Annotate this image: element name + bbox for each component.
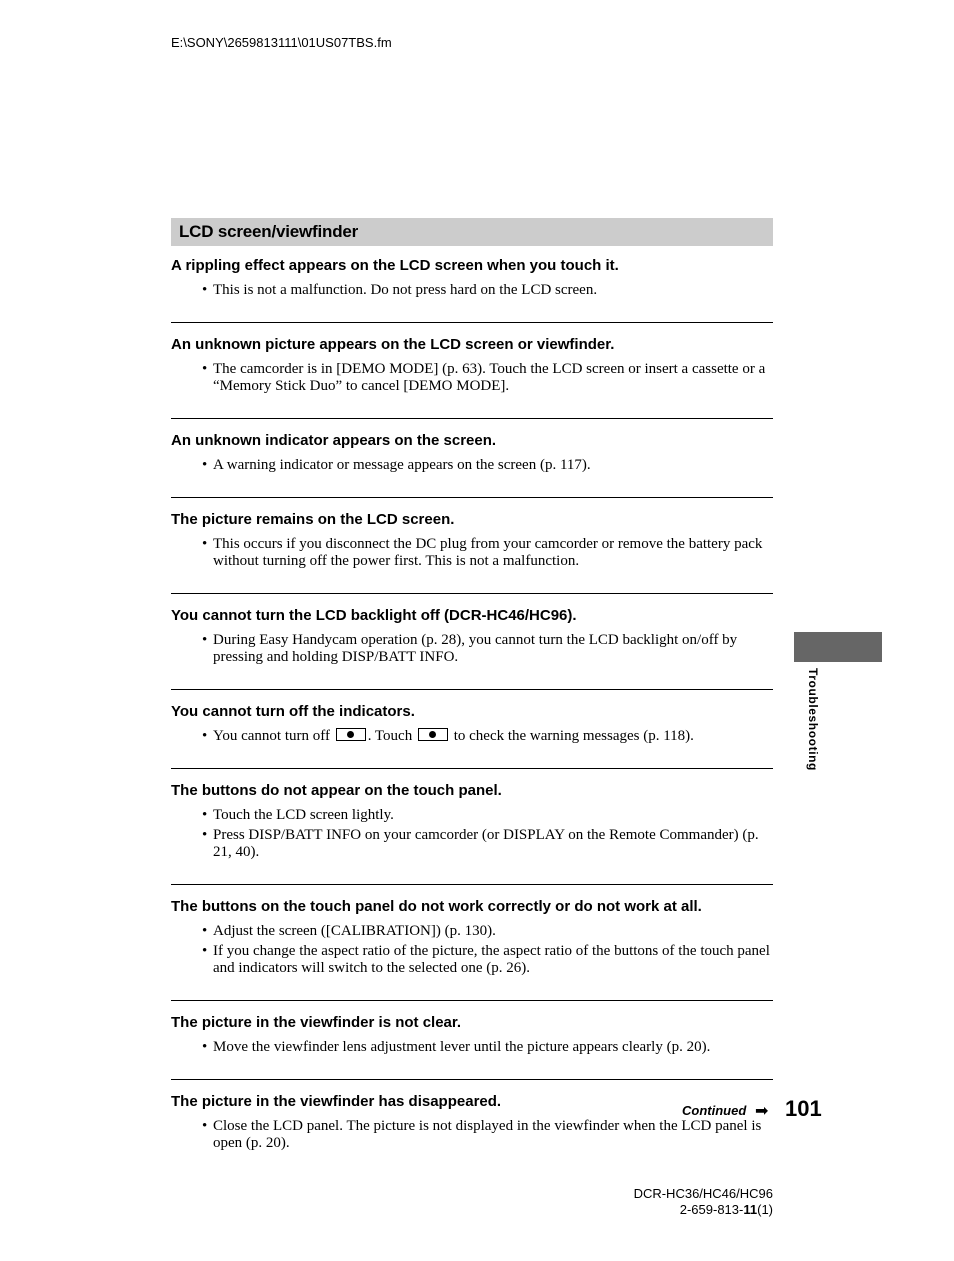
entry-heading: You cannot turn off the indicators.: [171, 703, 415, 720]
bullet-item: • Touch the LCD screen lightly.: [171, 807, 773, 824]
bullet-item: • The camcorder is in [DEMO MODE] (p. 63). Touch the LCD screen or insert a cassette or a “Memory Stick Duo” to cancel [DEMO MODE].: [171, 361, 773, 395]
code-prefix: 2-659-813-: [679, 1202, 744, 1217]
page-number: 101: [785, 1096, 822, 1121]
entry-picture-remains: [171, 497, 773, 593]
code-suffix: (1): [757, 1202, 773, 1217]
bullet-item: • Move the viewfinder lens adjustment lever until the picture appears clearly (p. 20).: [171, 1039, 773, 1056]
bullet-item: [171, 728, 773, 745]
bullet-text: You cannot turn off: [213, 728, 334, 744]
entry-unknown-indicator: [171, 418, 773, 497]
entry-viewfinder-unclear: [171, 1000, 773, 1079]
entry-heading: The buttons on the touch panel do not work correctly or do not work at all.: [171, 898, 702, 915]
model-number: DCR-HC36/HC46/HC96: [633, 1186, 773, 1201]
bullet-list: [171, 923, 773, 977]
bullet-list: [171, 728, 773, 745]
entry-buttons-not-appear: [171, 768, 773, 884]
bullet-item: • A warning indicator or message appears on the screen (p. 117).: [171, 457, 773, 474]
entry-viewfinder-disappeared: [171, 1079, 773, 1175]
bullet-list: [171, 632, 773, 666]
entry-buttons-not-work: [171, 884, 773, 1000]
entry-heading: The picture remains on the LCD screen.: [171, 511, 455, 528]
bullet-list: [171, 1039, 773, 1056]
bullet-item: • This occurs if you disconnect the DC plug from your camcorder or remove the battery pack without turning off the power first. This is not a malfunction.: [171, 536, 773, 570]
info-button-icon: [418, 728, 448, 741]
section-title: LCD screen/viewfinder: [171, 218, 773, 246]
bullet-item: • Adjust the screen ([CALIBRATION]) (p. 130).: [171, 923, 773, 940]
entry-rippling: [171, 256, 773, 322]
entry-heading: The picture in the viewfinder is not clear.: [171, 1014, 462, 1031]
entry-heading: You cannot turn the LCD backlight off (DCR-HC46/HC96).: [171, 607, 577, 624]
model-info: [634, 1186, 773, 1218]
code-bold: 11: [743, 1202, 758, 1217]
bullet-text: to check the warning messages (p. 118).: [449, 728, 694, 744]
troubleshooting-list: [171, 256, 773, 1175]
entry-heading: The picture in the viewfinder has disappeared.: [171, 1093, 502, 1110]
bullet-list: [171, 361, 773, 395]
bullet-item: • During Easy Handycam operation (p. 28), you cannot turn the LCD backlight on/off by pressing and holding DISP/BATT INFO.: [171, 632, 773, 666]
entry-heading: A rippling effect appears on the LCD screen when you touch it.: [171, 257, 619, 274]
bullet-list: [171, 457, 773, 474]
entry-indicators: [171, 689, 773, 768]
bullet-item: • Press DISP/BATT INFO on your camcorder (or DISPLAY on the Remote Commander) (p. 21, 40).: [171, 827, 773, 861]
chapter-tab: [794, 632, 882, 662]
entry-heading: An unknown picture appears on the LCD screen or viewfinder.: [171, 336, 615, 353]
info-button-icon: [336, 728, 366, 741]
bullet-item: • This is not a malfunction. Do not press hard on the LCD screen.: [171, 282, 773, 299]
bullet-list: [171, 536, 773, 570]
entry-backlight: [171, 593, 773, 689]
bullet-list: [171, 282, 773, 299]
entry-unknown-picture: [171, 322, 773, 418]
continued-label: Continued: [682, 1103, 747, 1118]
file-path: E:\SONY\2659813111\01US07TBS.fm: [171, 35, 392, 50]
arrow-right-icon: ➡: [755, 1101, 769, 1120]
chapter-label: Troubleshooting: [806, 668, 820, 771]
bullet-item: • If you change the aspect ratio of the picture, the aspect ratio of the buttons of the touch panel and indicators will switch to the selected one (p. 26).: [171, 943, 773, 977]
entry-heading: The buttons do not appear on the touch panel.: [171, 782, 502, 799]
bullet-list: [171, 1118, 773, 1152]
bullet-item: • Close the LCD panel. The picture is not displayed in the viewfinder when the LCD panel is open (p. 20).: [171, 1118, 773, 1152]
bullet-list: [171, 807, 773, 861]
entry-heading: An unknown indicator appears on the screen.: [171, 432, 497, 449]
bullet-text: . Touch: [367, 728, 416, 744]
document-code: [634, 1202, 773, 1218]
